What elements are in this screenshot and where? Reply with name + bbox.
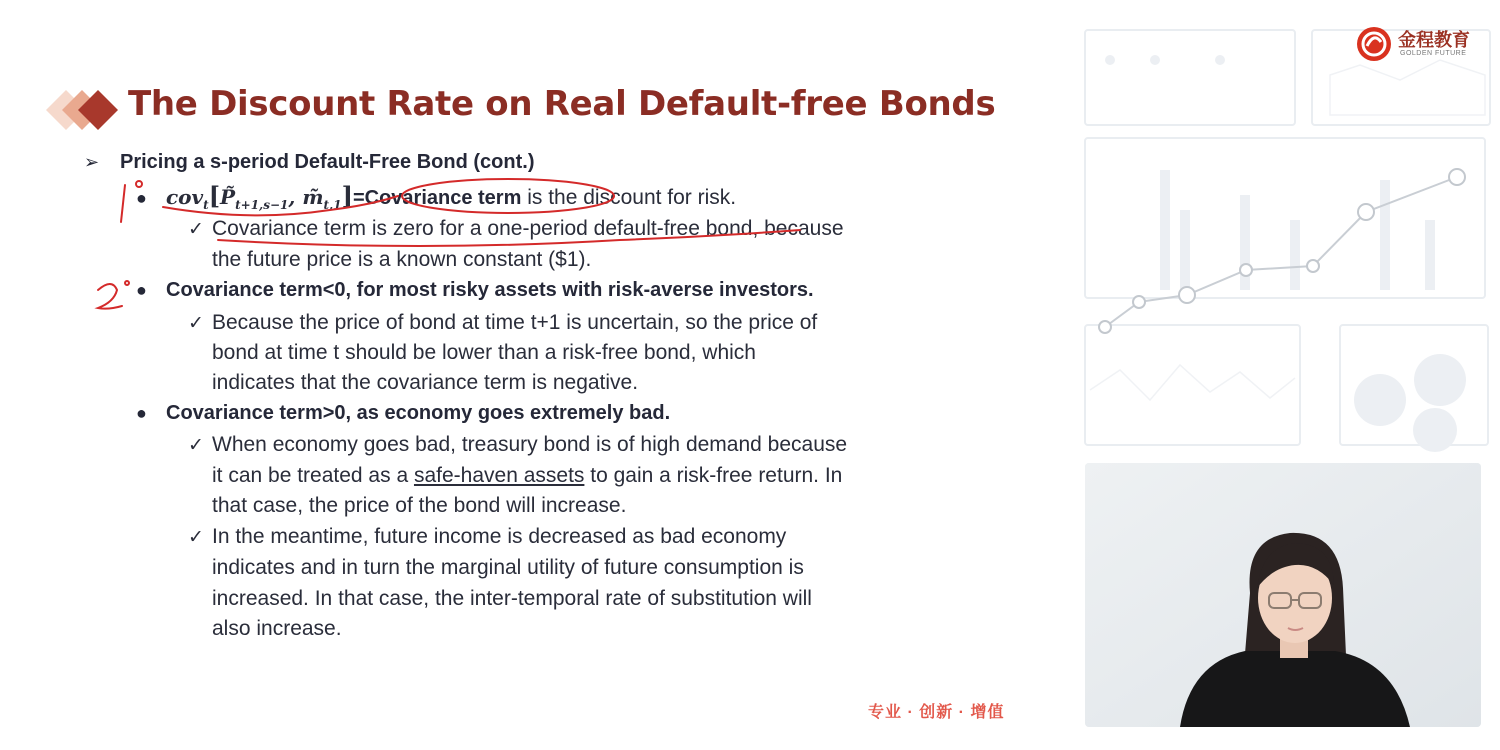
formula-cov: cov <box>166 185 204 209</box>
formula: $cov_t[P̃_{t+1,s-1}$, $m̃_{t,1}$] <box>166 181 353 212</box>
check-icon: ✓ <box>188 219 204 240</box>
section-heading-text: Pricing a s-period Default-Free Bond (cont.) <box>120 151 535 173</box>
check-line: that case, the price of the bond will increase. <box>212 494 627 517</box>
check-line: bond at time t should be lower than a risk-free bond, which <box>212 341 756 364</box>
check-line: Covariance term is zero for a one-period default-free bond, because <box>212 217 844 240</box>
brand-name: 金程教育 <box>1398 30 1470 50</box>
formula-m-sub: t,1 <box>323 198 342 212</box>
check-line: Because the price of bond at time t+1 is uncertain, so the price of <box>212 311 818 334</box>
bullet-text: Covariance term<0, for most risky assets with risk-averse investors. <box>166 279 814 301</box>
brand-subtitle: GOLDEN FUTURE <box>1400 50 1467 57</box>
check-item <box>188 521 786 553</box>
presenter-webcam <box>1085 463 1481 727</box>
presenter-figure <box>1085 463 1481 727</box>
handwritten-annotations <box>0 0 1080 320</box>
check-line: In the meantime, future income is decreased as bad economy <box>212 525 787 548</box>
bullet-formula-text: is the discount for risk. <box>521 186 737 209</box>
check-line-part: it can be treated as a <box>212 464 414 487</box>
bullet-dot-icon: ● <box>136 280 147 300</box>
check-line: When economy goes bad, treasury bond is of high demand because <box>212 433 848 456</box>
check-icon: ✓ <box>188 313 204 334</box>
arrow-bullet-icon: ➢ <box>84 152 100 172</box>
check-icon: ✓ <box>188 527 204 548</box>
safe-haven-assets-text: safe-haven assets <box>413 464 585 487</box>
formula-equals: = <box>352 187 365 209</box>
slide-title: The Discount Rate on Real Default-free Bonds <box>128 84 996 124</box>
check-icon: ✓ <box>188 435 204 456</box>
bullet-item <box>136 398 670 429</box>
check-item <box>188 429 847 461</box>
check-line: the future price is a known constant ($1). <box>212 248 592 271</box>
check-line: indicates that the covariance term is negative. <box>212 371 639 394</box>
formula-p: P̃ <box>220 185 236 209</box>
check-line-part: to gain a risk-free return. In <box>584 464 843 487</box>
slogan: 专业 · 创新 · 增值 <box>868 704 1005 721</box>
bullet-dot-icon: ● <box>136 188 147 208</box>
bullet-dot-icon: ● <box>136 403 147 423</box>
covariance-term-highlight: Covariance term <box>364 187 522 209</box>
check-line: increased. In that case, the inter-temporal rate of substitution will <box>212 587 812 610</box>
formula-cov-sub: t <box>203 198 209 212</box>
formula-p-sub: t+1,s−1 <box>235 198 289 212</box>
formula-m: m̃ <box>302 185 324 209</box>
check-line: also increase. <box>212 617 342 640</box>
bullet-text: Covariance term>0, as economy goes extremely bad. <box>166 402 671 424</box>
check-line: indicates and in turn the marginal utility of future consumption is <box>212 556 804 579</box>
trend-line-decoration <box>1095 165 1470 340</box>
check-line <box>212 460 842 491</box>
